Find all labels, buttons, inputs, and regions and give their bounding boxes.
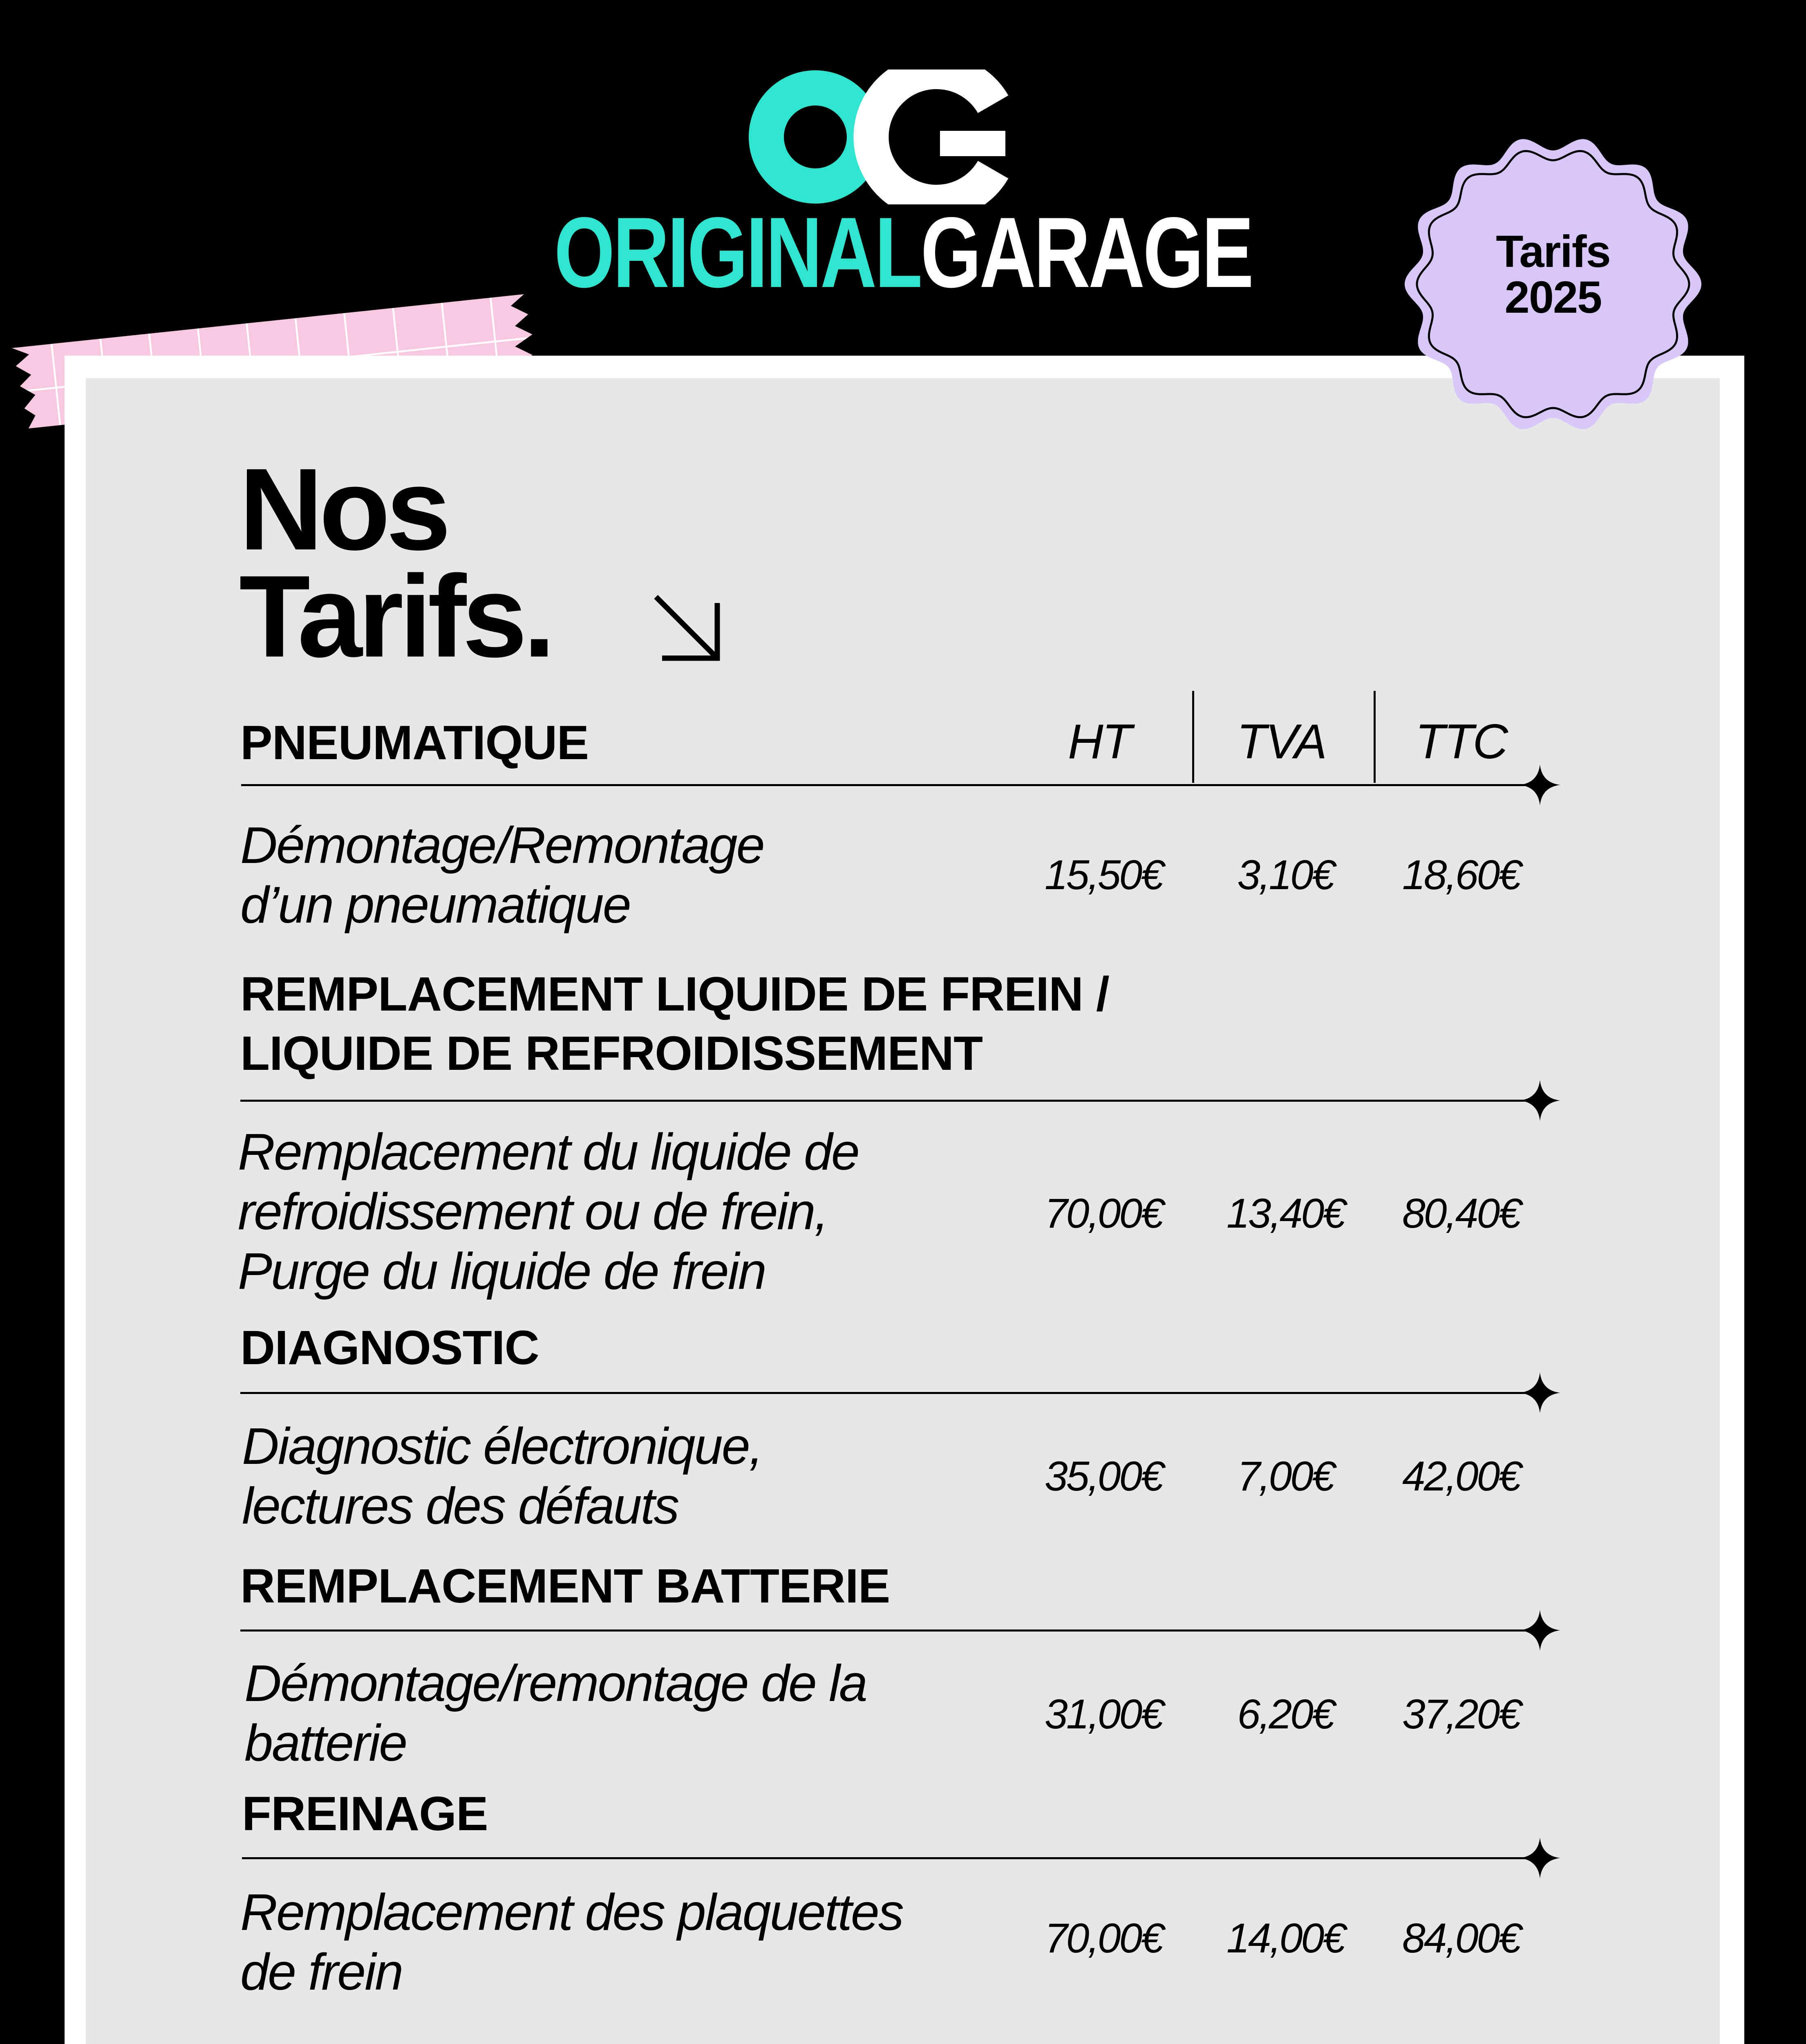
section-title-liquides: REMPLACEMENT LIQUIDE DE FREIN / LIQUIDE DE REFROIDISSEMENT: [240, 967, 1109, 1080]
column-header-ht: HT: [1068, 714, 1131, 769]
section-divider: [241, 784, 1541, 786]
price-tva: 7,00€: [1237, 1453, 1334, 1499]
price-ttc: 37,20€: [1402, 1691, 1520, 1737]
sparkle-star-icon: [1520, 1610, 1560, 1651]
service-description: Remplacement des plaquettes de frein: [240, 1883, 903, 2001]
price-tva: 13,40€: [1226, 1190, 1344, 1237]
badge-line-2: 2025: [1504, 272, 1602, 323]
price-ht: 31,00€: [1045, 1691, 1162, 1737]
column-separator: [1374, 691, 1376, 783]
section-divider: [240, 1100, 1541, 1102]
price-tva: 6,20€: [1237, 1691, 1334, 1737]
service-description: Démontage/remontage de la batterie: [244, 1654, 867, 1772]
price-ttc: 80,40€: [1402, 1190, 1520, 1237]
brand-word-garage: GARAGE: [920, 196, 1252, 308]
og-logo-mark: [748, 69, 1009, 204]
column-separator: [1192, 691, 1194, 783]
page-title: [239, 444, 552, 682]
sparkle-star-icon: [1520, 1372, 1560, 1413]
price-ht: 35,00€: [1045, 1453, 1162, 1499]
price-tva: 14,00€: [1226, 1915, 1344, 1961]
price-ht: 15,50€: [1045, 852, 1162, 898]
price-ttc: 18,60€: [1402, 852, 1520, 898]
title-line-2: Tarifs.: [239, 551, 552, 682]
service-description: Diagnostic électronique, lectures des défauts: [242, 1417, 762, 1535]
price-ht: 70,00€: [1045, 1190, 1162, 1237]
price-ttc: 42,00€: [1402, 1453, 1520, 1499]
section-title-batterie: REMPLACEMENT BATTERIE: [240, 1559, 890, 1613]
service-description: Remplacement du liquide de refroidissement ou de frein, Purge du liquide de frein: [238, 1123, 859, 1300]
sparkle-star-icon: [1520, 764, 1560, 805]
brand-word-original: ORIGINAL: [554, 196, 921, 308]
section-divider: [240, 1629, 1541, 1632]
badge-label: [1398, 226, 1708, 323]
column-header-ttc: TTC: [1415, 714, 1507, 769]
title-line-1: Nos: [239, 444, 447, 574]
price-ht: 70,00€: [1045, 1915, 1162, 1961]
arrow-down-right-icon: [650, 591, 725, 666]
section-title-pneumatique: PNEUMATIQUE: [240, 716, 589, 770]
price-ttc: 84,00€: [1402, 1915, 1520, 1961]
section-title-diagnostic: DIAGNOSTIC: [240, 1321, 539, 1375]
price-tva: 3,10€: [1237, 852, 1334, 898]
sparkle-star-icon: [1520, 1080, 1560, 1121]
section-divider: [240, 1392, 1541, 1394]
column-header-tva: TVA: [1237, 714, 1326, 769]
section-title-freinage: FREINAGE: [242, 1787, 488, 1841]
service-description: Démontage/Remontage d’un pneumatique: [240, 816, 764, 934]
section-divider: [242, 1857, 1541, 1859]
badge-line-1: Tarifs: [1496, 226, 1610, 277]
sparkle-star-icon: [1520, 1838, 1560, 1878]
